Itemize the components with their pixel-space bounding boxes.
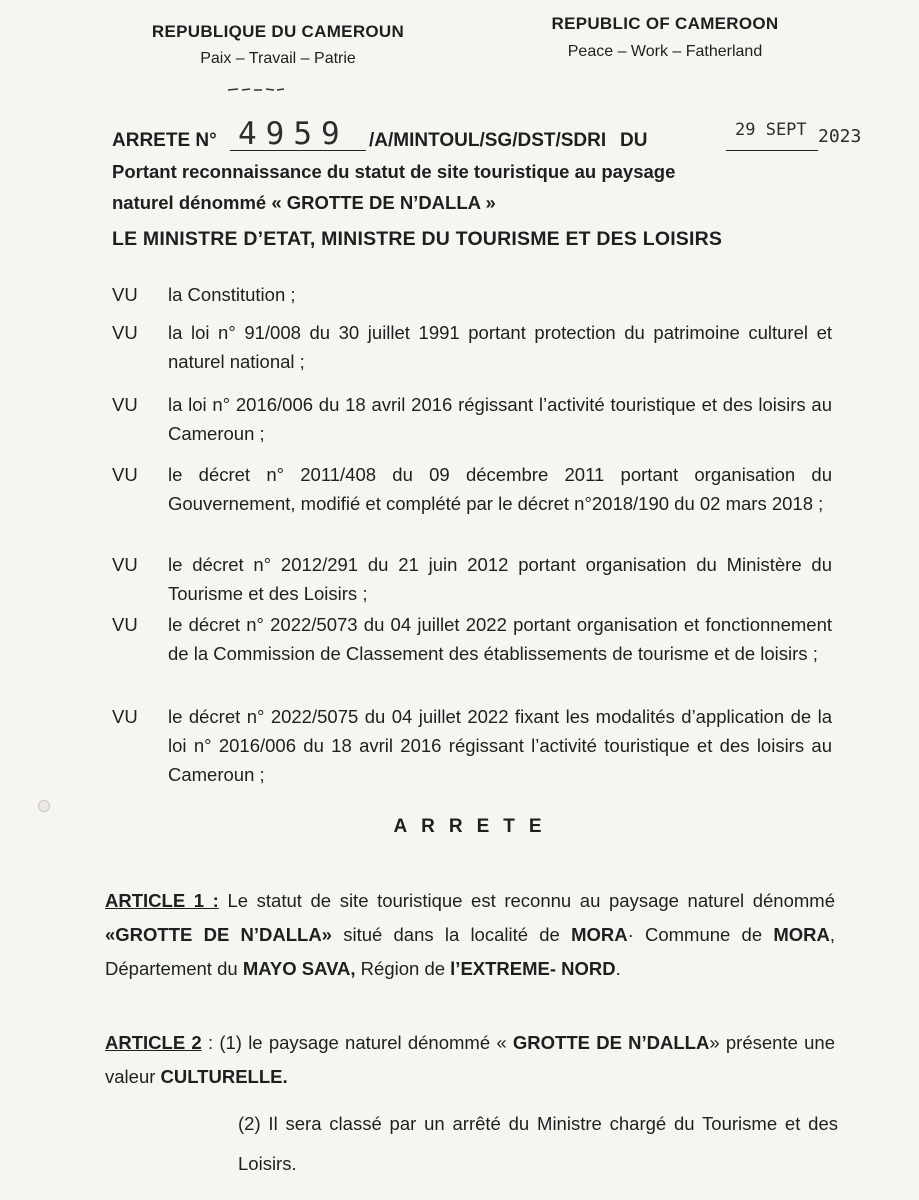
article-1-text: situé dans la localité de (331, 924, 572, 945)
decree-prefix: ARRETE N° (112, 130, 217, 151)
article-1-text: , Département du (105, 924, 835, 979)
decree-date: 29 SEPT (735, 120, 807, 140)
department-name: MAYO SAVA, (242, 958, 356, 979)
article-1-text: · Commune de (627, 924, 774, 945)
vu-text: le décret n° 2012/291 du 21 juin 2012 portant organisation du Ministère du Tourisme et des Loisirs ; (168, 554, 832, 604)
site-name: «GROTTE DE N’DALLA» (105, 924, 332, 945)
number-underline (230, 150, 366, 151)
decree-reference: /A/MINTOUL/SG/DST/SDRI (369, 130, 607, 151)
article-1-text: . (615, 958, 621, 979)
header-english (505, 14, 825, 61)
subject-line-1: Portant reconnaissance du statut de site touristique au paysage (112, 161, 676, 182)
decree-year: 2023 (818, 126, 862, 147)
vu-label: VU (112, 706, 138, 727)
vu-label: VU (112, 614, 138, 635)
vu-label: VU (112, 394, 138, 415)
arrete-heading: ARRETE (393, 816, 556, 837)
decree-reference-line (112, 116, 872, 156)
vu-text: la loi n° 2016/006 du 18 avril 2016 régissant l’activité touristique et des loisirs au Cameroun ; (168, 394, 832, 444)
article-1-text: Le statut de site touristique est reconnu au paysage naturel dénommé (218, 890, 835, 911)
country-name-en: REPUBLIC OF CAMEROON (551, 14, 779, 33)
handwritten-dashes (226, 83, 286, 95)
article-1 (105, 884, 835, 986)
vu-label: VU (112, 464, 138, 485)
article-2-text: : (1) le paysage naturel dénommé « (201, 1032, 513, 1053)
article-2-text: » présente une valeur (105, 1032, 835, 1087)
minister-title: LE MINISTRE D’ETAT, MINISTRE DU TOURISME ET DES LOISIRS (112, 228, 723, 250)
vu-text: la loi n° 91/008 du 30 juillet 1991 portant protection du patrimoine culturel et naturel national ; (168, 322, 832, 372)
commune-name: MORA (773, 924, 830, 945)
article-2 (105, 1026, 835, 1094)
site-name: GROTTE DE N’DALLA (512, 1032, 710, 1053)
locality-name: MORA (571, 924, 628, 945)
article-1-label: ARTICLE 1 : (105, 890, 219, 911)
vu-text: la Constitution ; (168, 284, 296, 305)
header-french (118, 22, 438, 68)
decree-subject (112, 156, 832, 218)
site-value: CULTURELLE. (160, 1066, 288, 1087)
motto-fr: Paix – Travail – Patrie (200, 50, 356, 67)
punch-hole-mark (38, 800, 50, 812)
region-name: l’EXTREME- NORD (450, 958, 616, 979)
decree-number: 4959 (238, 116, 349, 152)
motto-en: Peace – Work – Fatherland (567, 43, 763, 60)
vu-label: VU (112, 322, 138, 343)
article-1-text: Région de (355, 958, 451, 979)
subject-line-2: naturel dénommé « GROTTE DE N’DALLA » (112, 192, 496, 213)
vu-text: le décret n° 2022/5073 du 04 juillet 2022 portant organisation et fonctionnement de la Commission de Classement des établissements de tourisme et de loisirs ; (168, 614, 832, 664)
article-2-label: ARTICLE 2 (105, 1032, 202, 1053)
country-name-fr: REPUBLIQUE DU CAMEROUN (151, 22, 405, 41)
du-label: DU (620, 130, 648, 151)
vu-text: le décret n° 2011/408 du 09 décembre 2011 portant organisation du Gouvernement, modifié et complété par le décret n°2018/190 du 02 mars 2018 ; (168, 464, 832, 514)
date-underline (726, 150, 818, 151)
vu-label: VU (112, 554, 138, 575)
vu-text: le décret n° 2022/5075 du 04 juillet 2022 fixant les modalités d’application de la loi n° 2016/006 du 18 avril 2016 régissant l’activité touristique et des loisirs au Cameroun ; (168, 706, 832, 785)
vu-label: VU (112, 284, 138, 305)
article-2-paragraph-2: (2) Il sera classé par un arrêté du Ministre chargé du Tourisme et des Loisirs. (238, 1113, 838, 1174)
